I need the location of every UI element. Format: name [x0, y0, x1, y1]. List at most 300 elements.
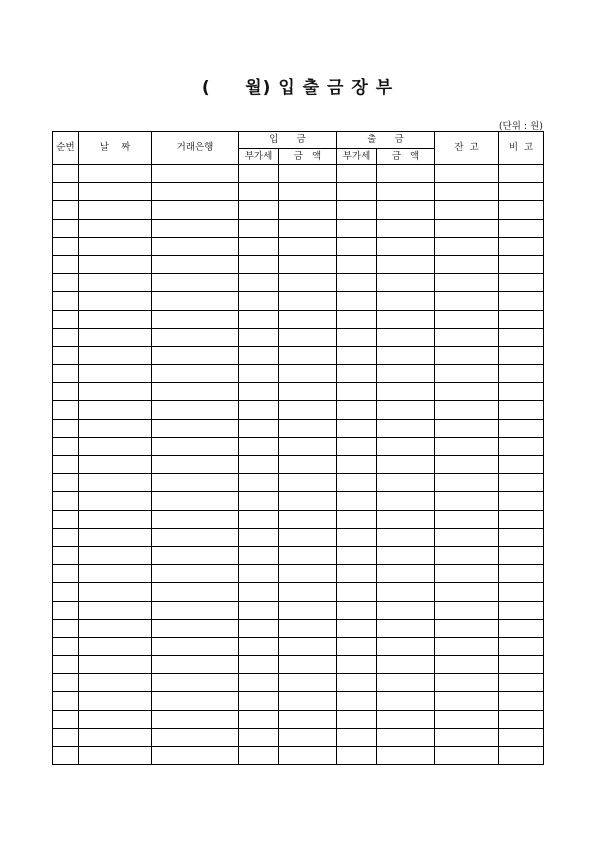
- withdrawal-amount-cell[interactable]: [377, 346, 435, 364]
- deposit-amount-cell[interactable]: [279, 255, 337, 273]
- balance-cell[interactable]: [435, 674, 499, 692]
- deposit-vat-cell[interactable]: [239, 419, 279, 437]
- bank-cell[interactable]: [152, 583, 239, 601]
- remarks-cell[interactable]: [499, 510, 544, 528]
- deposit-vat-cell[interactable]: [239, 274, 279, 292]
- withdrawal-amount-cell[interactable]: [377, 656, 435, 674]
- balance-cell[interactable]: [435, 728, 499, 746]
- date-cell[interactable]: [79, 619, 152, 637]
- withdrawal-vat-cell[interactable]: [337, 365, 377, 383]
- deposit-vat-cell[interactable]: [239, 165, 279, 183]
- deposit-amount-cell[interactable]: [279, 637, 337, 655]
- withdrawal-amount-cell[interactable]: [377, 365, 435, 383]
- bank-cell[interactable]: [152, 346, 239, 364]
- balance-cell[interactable]: [435, 201, 499, 219]
- withdrawal-vat-cell[interactable]: [337, 656, 377, 674]
- deposit-vat-cell[interactable]: [239, 656, 279, 674]
- withdrawal-amount-cell[interactable]: [377, 492, 435, 510]
- deposit-vat-cell[interactable]: [239, 492, 279, 510]
- deposit-amount-cell[interactable]: [279, 183, 337, 201]
- balance-cell[interactable]: [435, 510, 499, 528]
- withdrawal-vat-cell[interactable]: [337, 601, 377, 619]
- seq-cell[interactable]: [53, 292, 79, 310]
- seq-cell[interactable]: [53, 365, 79, 383]
- withdrawal-amount-cell[interactable]: [377, 328, 435, 346]
- balance-cell[interactable]: [435, 601, 499, 619]
- deposit-amount-cell[interactable]: [279, 383, 337, 401]
- date-cell[interactable]: [79, 583, 152, 601]
- seq-cell[interactable]: [53, 510, 79, 528]
- deposit-vat-cell[interactable]: [239, 692, 279, 710]
- date-cell[interactable]: [79, 383, 152, 401]
- withdrawal-amount-cell[interactable]: [377, 728, 435, 746]
- withdrawal-amount-cell[interactable]: [377, 292, 435, 310]
- seq-cell[interactable]: [53, 237, 79, 255]
- seq-cell[interactable]: [53, 346, 79, 364]
- withdrawal-amount-cell[interactable]: [377, 565, 435, 583]
- seq-cell[interactable]: [53, 637, 79, 655]
- seq-cell[interactable]: [53, 328, 79, 346]
- bank-cell[interactable]: [152, 292, 239, 310]
- bank-cell[interactable]: [152, 183, 239, 201]
- withdrawal-amount-cell[interactable]: [377, 528, 435, 546]
- remarks-cell[interactable]: [499, 728, 544, 746]
- deposit-amount-cell[interactable]: [279, 310, 337, 328]
- deposit-amount-cell[interactable]: [279, 710, 337, 728]
- remarks-cell[interactable]: [499, 237, 544, 255]
- deposit-vat-cell[interactable]: [239, 619, 279, 637]
- withdrawal-amount-cell[interactable]: [377, 546, 435, 564]
- date-cell[interactable]: [79, 565, 152, 583]
- bank-cell[interactable]: [152, 401, 239, 419]
- bank-cell[interactable]: [152, 310, 239, 328]
- withdrawal-amount-cell[interactable]: [377, 183, 435, 201]
- bank-cell[interactable]: [152, 165, 239, 183]
- deposit-vat-cell[interactable]: [239, 201, 279, 219]
- deposit-amount-cell[interactable]: [279, 510, 337, 528]
- seq-cell[interactable]: [53, 747, 79, 765]
- deposit-vat-cell[interactable]: [239, 365, 279, 383]
- withdrawal-vat-cell[interactable]: [337, 255, 377, 273]
- date-cell[interactable]: [79, 255, 152, 273]
- withdrawal-vat-cell[interactable]: [337, 510, 377, 528]
- deposit-vat-cell[interactable]: [239, 237, 279, 255]
- date-cell[interactable]: [79, 674, 152, 692]
- bank-cell[interactable]: [152, 255, 239, 273]
- balance-cell[interactable]: [435, 165, 499, 183]
- date-cell[interactable]: [79, 401, 152, 419]
- withdrawal-amount-cell[interactable]: [377, 692, 435, 710]
- withdrawal-amount-cell[interactable]: [377, 219, 435, 237]
- seq-cell[interactable]: [53, 165, 79, 183]
- remarks-cell[interactable]: [499, 219, 544, 237]
- deposit-amount-cell[interactable]: [279, 728, 337, 746]
- deposit-amount-cell[interactable]: [279, 674, 337, 692]
- date-cell[interactable]: [79, 437, 152, 455]
- table-row: [53, 637, 544, 655]
- remarks-cell[interactable]: [499, 601, 544, 619]
- seq-cell[interactable]: [53, 619, 79, 637]
- date-cell[interactable]: [79, 310, 152, 328]
- remarks-cell[interactable]: [499, 255, 544, 273]
- deposit-vat-cell[interactable]: [239, 601, 279, 619]
- date-cell[interactable]: [79, 692, 152, 710]
- balance-cell[interactable]: [435, 619, 499, 637]
- bank-cell[interactable]: [152, 728, 239, 746]
- deposit-amount-cell[interactable]: [279, 237, 337, 255]
- bank-cell[interactable]: [152, 237, 239, 255]
- bank-cell[interactable]: [152, 201, 239, 219]
- deposit-vat-cell[interactable]: [239, 255, 279, 273]
- deposit-amount-cell[interactable]: [279, 292, 337, 310]
- remarks-cell[interactable]: [499, 710, 544, 728]
- deposit-amount-cell[interactable]: [279, 219, 337, 237]
- balance-cell[interactable]: [435, 692, 499, 710]
- balance-cell[interactable]: [435, 237, 499, 255]
- date-cell[interactable]: [79, 165, 152, 183]
- remarks-cell[interactable]: [499, 474, 544, 492]
- seq-cell[interactable]: [53, 310, 79, 328]
- withdrawal-vat-cell[interactable]: [337, 692, 377, 710]
- date-cell[interactable]: [79, 601, 152, 619]
- withdrawal-amount-cell[interactable]: [377, 474, 435, 492]
- withdrawal-vat-cell[interactable]: [337, 565, 377, 583]
- withdrawal-vat-cell[interactable]: [337, 728, 377, 746]
- bank-cell[interactable]: [152, 219, 239, 237]
- bank-cell[interactable]: [152, 619, 239, 637]
- balance-cell[interactable]: [435, 528, 499, 546]
- bank-cell[interactable]: [152, 692, 239, 710]
- withdrawal-amount-cell[interactable]: [377, 165, 435, 183]
- deposit-vat-cell[interactable]: [239, 346, 279, 364]
- date-cell[interactable]: [79, 456, 152, 474]
- withdrawal-amount-cell[interactable]: [377, 274, 435, 292]
- seq-cell[interactable]: [53, 274, 79, 292]
- seq-cell[interactable]: [53, 474, 79, 492]
- seq-cell[interactable]: [53, 583, 79, 601]
- date-cell[interactable]: [79, 274, 152, 292]
- date-cell[interactable]: [79, 328, 152, 346]
- unit-label: (단위 : 원): [498, 121, 543, 132]
- seq-cell[interactable]: [53, 255, 79, 273]
- seq-cell[interactable]: [53, 219, 79, 237]
- withdrawal-amount-cell[interactable]: [377, 674, 435, 692]
- date-cell[interactable]: [79, 710, 152, 728]
- seq-cell[interactable]: [53, 492, 79, 510]
- seq-cell[interactable]: [53, 401, 79, 419]
- remarks-cell[interactable]: [499, 383, 544, 401]
- date-cell[interactable]: [79, 219, 152, 237]
- seq-cell[interactable]: [53, 437, 79, 455]
- deposit-vat-cell[interactable]: [239, 528, 279, 546]
- deposit-amount-cell[interactable]: [279, 365, 337, 383]
- seq-cell[interactable]: [53, 546, 79, 564]
- balance-cell[interactable]: [435, 710, 499, 728]
- balance-cell[interactable]: [435, 365, 499, 383]
- deposit-amount-cell[interactable]: [279, 456, 337, 474]
- date-cell[interactable]: [79, 510, 152, 528]
- withdrawal-vat-cell[interactable]: [337, 183, 377, 201]
- bank-cell[interactable]: [152, 510, 239, 528]
- withdrawal-vat-cell[interactable]: [337, 165, 377, 183]
- withdrawal-vat-cell[interactable]: [337, 201, 377, 219]
- date-cell[interactable]: [79, 419, 152, 437]
- deposit-amount-cell[interactable]: [279, 492, 337, 510]
- withdrawal-vat-cell[interactable]: [337, 546, 377, 564]
- seq-cell[interactable]: [53, 183, 79, 201]
- balance-cell[interactable]: [435, 346, 499, 364]
- remarks-cell[interactable]: [499, 201, 544, 219]
- deposit-vat-cell[interactable]: [239, 328, 279, 346]
- withdrawal-amount-cell[interactable]: [377, 747, 435, 765]
- deposit-vat-cell[interactable]: [239, 510, 279, 528]
- remarks-cell[interactable]: [499, 292, 544, 310]
- deposit-vat-cell[interactable]: [239, 456, 279, 474]
- balance-cell[interactable]: [435, 328, 499, 346]
- deposit-vat-cell[interactable]: [239, 437, 279, 455]
- deposit-amount-cell[interactable]: [279, 583, 337, 601]
- withdrawal-amount-cell[interactable]: [377, 255, 435, 273]
- balance-cell[interactable]: [435, 383, 499, 401]
- remarks-cell[interactable]: [499, 492, 544, 510]
- remarks-cell[interactable]: [499, 183, 544, 201]
- withdrawal-amount-cell[interactable]: [377, 201, 435, 219]
- bank-cell[interactable]: [152, 710, 239, 728]
- seq-cell[interactable]: [53, 674, 79, 692]
- date-cell[interactable]: [79, 637, 152, 655]
- seq-cell[interactable]: [53, 656, 79, 674]
- deposit-amount-cell[interactable]: [279, 528, 337, 546]
- deposit-amount-cell[interactable]: [279, 601, 337, 619]
- withdrawal-amount-cell[interactable]: [377, 401, 435, 419]
- date-cell[interactable]: [79, 492, 152, 510]
- remarks-cell[interactable]: [499, 692, 544, 710]
- bank-cell[interactable]: [152, 637, 239, 655]
- seq-cell[interactable]: [53, 710, 79, 728]
- withdrawal-amount-cell[interactable]: [377, 310, 435, 328]
- date-cell[interactable]: [79, 201, 152, 219]
- withdrawal-vat-cell[interactable]: [337, 528, 377, 546]
- deposit-amount-cell[interactable]: [279, 692, 337, 710]
- date-cell[interactable]: [79, 528, 152, 546]
- deposit-amount-cell[interactable]: [279, 165, 337, 183]
- bank-cell[interactable]: [152, 365, 239, 383]
- withdrawal-amount-cell[interactable]: [377, 510, 435, 528]
- bank-cell[interactable]: [152, 747, 239, 765]
- bank-cell[interactable]: [152, 456, 239, 474]
- balance-cell[interactable]: [435, 656, 499, 674]
- balance-cell[interactable]: [435, 456, 499, 474]
- date-cell[interactable]: [79, 656, 152, 674]
- withdrawal-amount-cell[interactable]: [377, 419, 435, 437]
- seq-cell[interactable]: [53, 528, 79, 546]
- bank-cell[interactable]: [152, 565, 239, 583]
- withdrawal-vat-cell[interactable]: [337, 637, 377, 655]
- bank-cell[interactable]: [152, 492, 239, 510]
- withdrawal-vat-cell[interactable]: [337, 419, 377, 437]
- deposit-vat-cell[interactable]: [239, 219, 279, 237]
- bank-cell[interactable]: [152, 383, 239, 401]
- date-cell[interactable]: [79, 474, 152, 492]
- deposit-amount-cell[interactable]: [279, 747, 337, 765]
- deposit-amount-cell[interactable]: [279, 546, 337, 564]
- withdrawal-vat-cell[interactable]: [337, 237, 377, 255]
- balance-cell[interactable]: [435, 565, 499, 583]
- bank-cell[interactable]: [152, 437, 239, 455]
- deposit-vat-cell[interactable]: [239, 546, 279, 564]
- withdrawal-vat-cell[interactable]: [337, 383, 377, 401]
- remarks-cell[interactable]: [499, 565, 544, 583]
- withdrawal-vat-cell[interactable]: [337, 310, 377, 328]
- deposit-vat-cell[interactable]: [239, 747, 279, 765]
- balance-cell[interactable]: [435, 474, 499, 492]
- withdrawal-vat-cell[interactable]: [337, 328, 377, 346]
- withdrawal-amount-cell[interactable]: [377, 237, 435, 255]
- balance-cell[interactable]: [435, 546, 499, 564]
- deposit-amount-cell[interactable]: [279, 274, 337, 292]
- deposit-vat-cell[interactable]: [239, 183, 279, 201]
- remarks-cell[interactable]: [499, 274, 544, 292]
- withdrawal-vat-cell[interactable]: [337, 710, 377, 728]
- remarks-cell[interactable]: [499, 328, 544, 346]
- deposit-vat-cell[interactable]: [239, 674, 279, 692]
- bank-cell[interactable]: [152, 656, 239, 674]
- remarks-cell[interactable]: [499, 419, 544, 437]
- deposit-amount-cell[interactable]: [279, 437, 337, 455]
- withdrawal-amount-cell[interactable]: [377, 583, 435, 601]
- balance-cell[interactable]: [435, 310, 499, 328]
- remarks-cell[interactable]: [499, 346, 544, 364]
- date-cell[interactable]: [79, 346, 152, 364]
- deposit-vat-cell[interactable]: [239, 401, 279, 419]
- balance-cell[interactable]: [435, 637, 499, 655]
- remarks-cell[interactable]: [499, 365, 544, 383]
- withdrawal-vat-cell[interactable]: [337, 747, 377, 765]
- withdrawal-amount-cell[interactable]: [377, 437, 435, 455]
- remarks-cell[interactable]: [499, 619, 544, 637]
- balance-cell[interactable]: [435, 183, 499, 201]
- deposit-amount-cell[interactable]: [279, 201, 337, 219]
- withdrawal-amount-cell[interactable]: [377, 456, 435, 474]
- seq-cell[interactable]: [53, 201, 79, 219]
- remarks-cell[interactable]: [499, 656, 544, 674]
- date-cell[interactable]: [79, 728, 152, 746]
- remarks-cell[interactable]: [499, 310, 544, 328]
- date-cell[interactable]: [79, 183, 152, 201]
- deposit-vat-cell[interactable]: [239, 310, 279, 328]
- withdrawal-vat-cell[interactable]: [337, 219, 377, 237]
- date-cell[interactable]: [79, 365, 152, 383]
- date-cell[interactable]: [79, 237, 152, 255]
- withdrawal-vat-cell[interactable]: [337, 346, 377, 364]
- balance-cell[interactable]: [435, 292, 499, 310]
- remarks-cell[interactable]: [499, 437, 544, 455]
- withdrawal-amount-cell[interactable]: [377, 710, 435, 728]
- balance-cell[interactable]: [435, 492, 499, 510]
- withdrawal-vat-cell[interactable]: [337, 274, 377, 292]
- remarks-cell[interactable]: [499, 583, 544, 601]
- balance-cell[interactable]: [435, 583, 499, 601]
- bank-cell[interactable]: [152, 546, 239, 564]
- bank-cell[interactable]: [152, 328, 239, 346]
- seq-cell[interactable]: [53, 692, 79, 710]
- remarks-cell[interactable]: [499, 401, 544, 419]
- table-row: [53, 565, 544, 583]
- withdrawal-amount-cell[interactable]: [377, 601, 435, 619]
- seq-cell[interactable]: [53, 383, 79, 401]
- deposit-vat-cell[interactable]: [239, 583, 279, 601]
- deposit-vat-cell[interactable]: [239, 292, 279, 310]
- deposit-vat-cell[interactable]: [239, 728, 279, 746]
- withdrawal-vat-cell[interactable]: [337, 292, 377, 310]
- date-cell[interactable]: [79, 546, 152, 564]
- deposit-amount-cell[interactable]: [279, 419, 337, 437]
- bank-cell[interactable]: [152, 474, 239, 492]
- withdrawal-amount-cell[interactable]: [377, 383, 435, 401]
- seq-cell[interactable]: [53, 565, 79, 583]
- deposit-vat-cell[interactable]: [239, 637, 279, 655]
- bank-cell[interactable]: [152, 419, 239, 437]
- balance-cell[interactable]: [435, 437, 499, 455]
- seq-cell[interactable]: [53, 456, 79, 474]
- balance-cell[interactable]: [435, 747, 499, 765]
- withdrawal-vat-cell[interactable]: [337, 401, 377, 419]
- deposit-amount-cell[interactable]: [279, 565, 337, 583]
- deposit-vat-cell[interactable]: [239, 383, 279, 401]
- bank-cell[interactable]: [152, 601, 239, 619]
- balance-cell[interactable]: [435, 255, 499, 273]
- withdrawal-amount-cell[interactable]: [377, 619, 435, 637]
- seq-cell[interactable]: [53, 419, 79, 437]
- remarks-cell[interactable]: [499, 546, 544, 564]
- deposit-vat-cell[interactable]: [239, 565, 279, 583]
- withdrawal-vat-cell[interactable]: [337, 492, 377, 510]
- bank-cell[interactable]: [152, 674, 239, 692]
- remarks-cell[interactable]: [499, 165, 544, 183]
- deposit-vat-cell[interactable]: [239, 710, 279, 728]
- bank-cell[interactable]: [152, 528, 239, 546]
- deposit-amount-cell[interactable]: [279, 401, 337, 419]
- date-cell[interactable]: [79, 747, 152, 765]
- withdrawal-vat-cell[interactable]: [337, 456, 377, 474]
- deposit-vat-cell[interactable]: [239, 474, 279, 492]
- remarks-cell[interactable]: [499, 637, 544, 655]
- deposit-amount-cell[interactable]: [279, 619, 337, 637]
- seq-cell[interactable]: [53, 728, 79, 746]
- balance-cell[interactable]: [435, 274, 499, 292]
- withdrawal-vat-cell[interactable]: [337, 583, 377, 601]
- withdrawal-vat-cell[interactable]: [337, 674, 377, 692]
- date-cell[interactable]: [79, 292, 152, 310]
- balance-cell[interactable]: [435, 401, 499, 419]
- withdrawal-vat-cell[interactable]: [337, 619, 377, 637]
- remarks-cell[interactable]: [499, 747, 544, 765]
- deposit-amount-cell[interactable]: [279, 474, 337, 492]
- bank-cell[interactable]: [152, 274, 239, 292]
- withdrawal-vat-cell[interactable]: [337, 437, 377, 455]
- remarks-cell[interactable]: [499, 674, 544, 692]
- balance-cell[interactable]: [435, 419, 499, 437]
- withdrawal-amount-cell[interactable]: [377, 637, 435, 655]
- deposit-amount-cell[interactable]: [279, 656, 337, 674]
- remarks-cell[interactable]: [499, 528, 544, 546]
- seq-cell[interactable]: [53, 601, 79, 619]
- deposit-amount-cell[interactable]: [279, 328, 337, 346]
- deposit-amount-cell[interactable]: [279, 346, 337, 364]
- balance-cell[interactable]: [435, 219, 499, 237]
- withdrawal-vat-cell[interactable]: [337, 474, 377, 492]
- remarks-cell[interactable]: [499, 456, 544, 474]
